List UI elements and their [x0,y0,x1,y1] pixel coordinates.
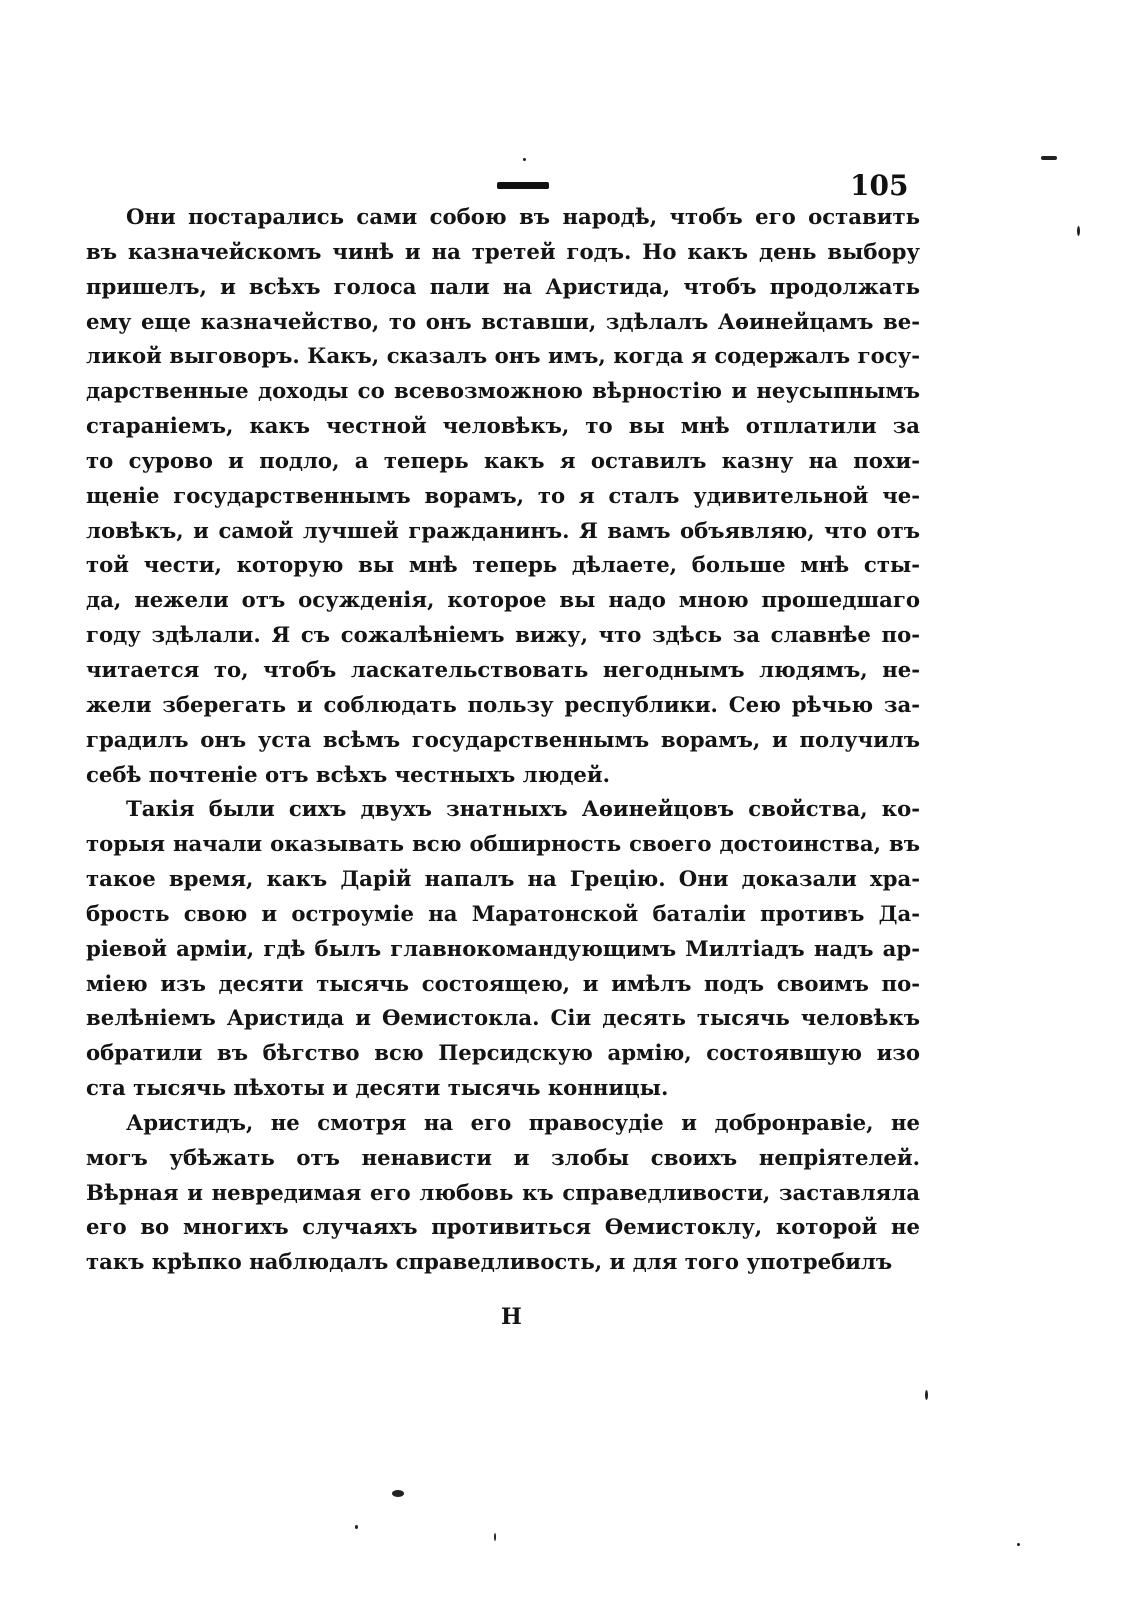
scan-speck [392,1490,404,1497]
signature-mark: Н [501,1304,522,1330]
text-line: такое время, какъ Дарій напалъ на Грецію. Они доказали хра- [86,866,920,892]
text-line: ликой выговоръ. Какъ, сказалъ онъ имъ, когда я содержалъ госу- [86,343,920,369]
text-line: ему еще казначейство, то онъ вставши, здѣлалъ Аѳинейцамъ ве- [86,308,920,334]
text-line: да, нежели отъ осужденія, которое вы надо мною прошедшаго [86,587,920,613]
header-ornament-rule [497,182,549,189]
text-line: такъ крѣпко наблюдалъ справедливость, и для того употребилъ [86,1249,893,1275]
body-text [86,200,920,1280]
text-line: то сурово и подло, а теперь какъ я оставилъ казну на похи- [86,447,920,473]
text-line: его во многихъ случаяхъ противиться Ѳемистоклу, которой не [86,1214,920,1240]
text-line: могъ убѣжать отъ ненависти и злобы своихъ непріятелей. [86,1144,920,1170]
text-line: себѣ почтеніе отъ всѣхъ честныхъ людей. [86,761,611,787]
text-line: жели зберегать и соблюдать пользу республики. Сею рѣчью за- [86,691,920,717]
text-line: брость свою и остроуміе на Маратонской баталіи противъ Да- [86,900,920,926]
page-number: 105 [850,169,909,202]
text-line: Вѣрная и невредимая его любовь къ справедливости, заставляла [86,1179,920,1205]
scan-speck [523,158,526,161]
text-line: ловѣкъ, и самой лучшей гражданинъ. Я вамъ объявляю, что отъ [86,517,920,543]
scan-speck [1077,226,1080,236]
text-line: велѣніемъ Аристида и Ѳемистокла. Сіи десять тысячь человѣкъ [86,1005,920,1031]
text-line: торыя начали оказывать всю обширность своего достоинства, въ [86,831,920,857]
text-line: градилъ онъ уста всѣмъ государственнымъ ворамъ, и получилъ [86,726,920,752]
scan-speck [1017,1543,1020,1546]
text-line: той чести, которую вы мнѣ теперь дѣлаете, больше мнѣ сты- [86,552,920,578]
text-line: міею изъ десяти тысячь состоящею, и имѣлъ подъ своимъ по- [86,970,920,996]
text-line: Такія были сихъ двухъ знатныхъ Аѳинейцовъ свойства, ко- [126,796,920,822]
text-line: ста тысячь пѣхоты и десяти тысячь конницы. [86,1075,669,1101]
scan-speck [494,1533,496,1541]
text-line: году здѣлали. Я съ сожалѣніемъ вижу, что здѣсь за славнѣе по- [86,622,920,648]
text-line: дарственные доходы со всевозможною вѣрностію и неусыпнымъ [86,378,920,404]
text-line: Они постарались сами собою въ народѣ, чтобъ его оставить [126,204,920,229]
text-line: стараніемъ, какъ честной человѣкъ, то вы мнѣ отплатили за [86,413,920,439]
scan-speck [925,1390,928,1400]
scan-speck [1041,156,1057,160]
text-line: ріевой арміи, гдѣ былъ главнокомандующимъ Милтіадъ надъ ар- [86,935,920,961]
text-line: въ казначейскомъ чинѣ и на третей годъ. Но какъ день выбору [86,238,920,264]
text-line: обратили въ бѣгство всю Персидскую армію, состоявшую изо [86,1040,920,1066]
text-line: Аристидъ, не смотря на его правосудіе и добронравіе, не [126,1109,920,1135]
text-line: читается то, чтобъ ласкательствовать негоднымъ людямъ, не- [86,656,920,682]
scan-speck [355,1525,358,1529]
text-line: щеніе государственнымъ ворамъ, то я сталъ удивительной че- [86,482,920,508]
text-line: пришелъ, и всѣхъ голоса пали на Аристида, чтобъ продолжать [86,273,920,299]
